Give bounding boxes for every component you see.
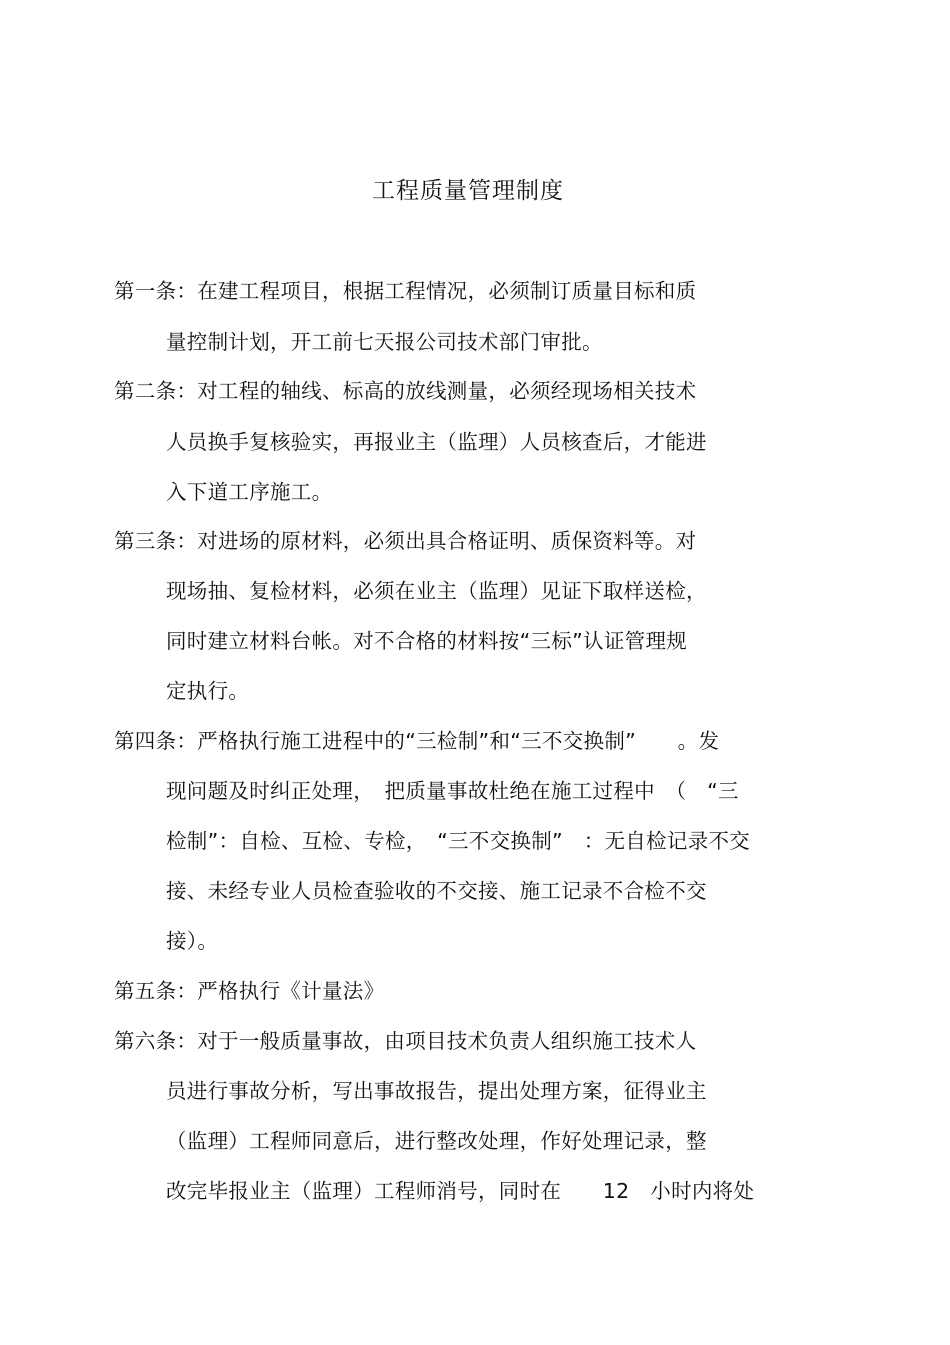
article-4-line-2: 现问题及时纠正处理， 把质量事故杜绝在施工过程中 （ “三 [166, 779, 739, 803]
article-6-line-1: 第六条：对于一般质量事故，由项目技术负责人组织施工技术人 [114, 1029, 697, 1053]
article-4-line-1: 第四条：严格执行施工进程中的“三检制”和“三不交换制” 。发 [114, 729, 720, 753]
article-2-line-1: 第二条：对工程的轴线、标高的放线测量，必须经现场相关技术 [114, 379, 697, 403]
article-6-line-2: 员进行事故分析，写出事故报告，提出处理方案，征得业主 [166, 1079, 707, 1103]
article-6-line-3: （监理）工程师同意后，进行整改处理，作好处理记录，整 [166, 1129, 707, 1153]
article-3-line-2: 现场抽、复检材料，必须在业主（监理）见证下取样送检， [166, 579, 707, 603]
article-1-line-1: 第一条：在建工程项目，根据工程情况，必须制订质量目标和质 [114, 279, 697, 303]
document-title: 工程质量管理制度 [372, 178, 564, 204]
article-5-line-1: 第五条：严格执行《计量法》 [114, 979, 385, 1003]
article-6-line-4: 改完毕报业主（监理）工程师消号，同时在 12 小时内将处 [166, 1179, 755, 1203]
article-1-line-2: 量控制计划，开工前七天报公司技术部门审批。 [166, 330, 603, 354]
article-4-line-5: 接）。 [166, 929, 219, 953]
article-4-line-3: 检制”：自检、互检、专检， “三不交换制” ：无自检记录不交 [166, 829, 751, 853]
article-3-line-1: 第三条：对进场的原材料，必须出具合格证明、质保资料等。对 [114, 529, 697, 553]
article-4-line-4: 接、未经专业人员检查验收的不交接、施工记录不合检不交 [166, 879, 707, 903]
article-3-line-4: 定执行。 [166, 679, 250, 703]
article-2-line-2: 人员换手复核验实，再报业主（监理）人员核查后，才能进 [166, 430, 707, 454]
article-3-line-3: 同时建立材料台帐。对不合格的材料按“三标”认证管理规 [166, 629, 688, 653]
article-2-line-3: 入下道工序施工。 [166, 480, 333, 504]
